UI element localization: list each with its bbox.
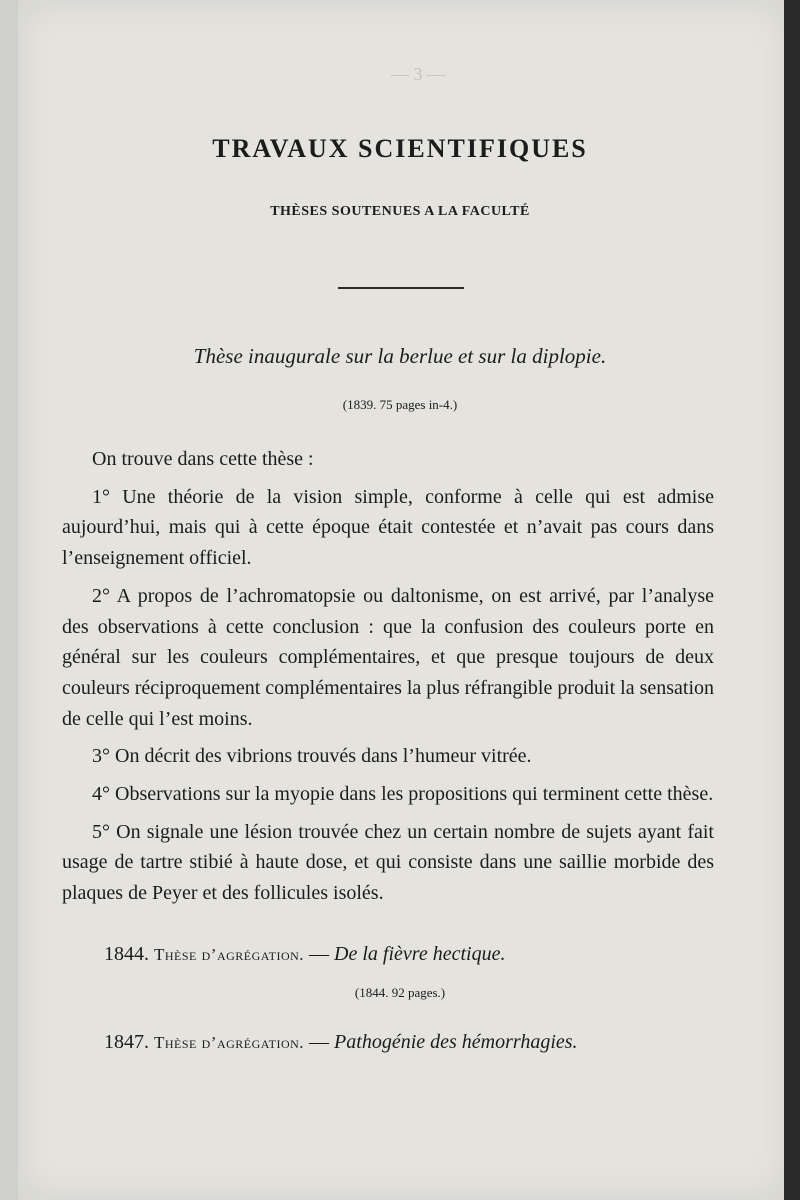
divider-rule xyxy=(338,287,464,289)
entry-meta: (1844. 92 pages.) xyxy=(354,985,446,1000)
entry-work: Pathogénie des hémorrhagies. xyxy=(334,1031,578,1053)
thesis-body xyxy=(62,444,714,916)
scan-border xyxy=(784,0,800,1200)
paragraph-1: 1° Une théorie de la vision simple, conforme à celle qui est admise aujourd’hui, mais qui à cette époque était contestée et n’avait pas cours dans l’enseignement officiel. xyxy=(62,485,714,570)
paragraph-5: 5° On signale une lésion trouvée chez un certain nombre de sujets ayant fait usage de tartre stibié à haute dose, et qui consiste dans une saillie morbide des plaques de Peyer et des follicules isolés. xyxy=(62,820,714,905)
entry-1847 xyxy=(104,1031,724,1054)
entry-work: De la fièvre hectique. xyxy=(334,943,506,965)
thesis-meta: (1839. 75 pages in-4.) xyxy=(342,397,458,412)
entry-label: Thèse d’agrégation. xyxy=(154,1033,305,1052)
entry-dash: — xyxy=(309,943,330,965)
entry-year: 1844. xyxy=(104,943,149,965)
section-subtitle: THÈSES SOUTENUES A LA FACULTÉ xyxy=(270,204,530,219)
paragraph-2: 2° A propos de l’achromatopsie ou daltonisme, on est arrivé, par l’analyse des observations à cette conclusion : que la confusion des couleurs porte en général sur les couleurs complémentaires, et que presque toujours de deux couleurs réciproquement complémentaires la plus réfrangible produit la sensation de celle qui l’est moins. xyxy=(62,584,715,730)
entry-dash: — xyxy=(309,1031,330,1053)
entry-year: 1847. xyxy=(104,1031,149,1053)
entry-1844 xyxy=(104,943,724,966)
thesis-title: Thèse inaugurale sur la berlue et sur la diplopie. xyxy=(193,344,607,368)
entry-label: Thèse d’agrégation. xyxy=(154,945,305,964)
paragraph-4: 4° Observations sur la myopie dans les propositions qui terminent cette thèse. xyxy=(92,783,714,806)
page-title: TRAVAUX SCIENTIFIQUES xyxy=(212,134,588,163)
page-number: — 3 — xyxy=(391,64,445,84)
paragraph-3: 3° On décrit des vibrions trouvés dans l’humeur vitrée. xyxy=(92,745,532,768)
paragraph-intro: On trouve dans cette thèse : xyxy=(92,448,314,470)
